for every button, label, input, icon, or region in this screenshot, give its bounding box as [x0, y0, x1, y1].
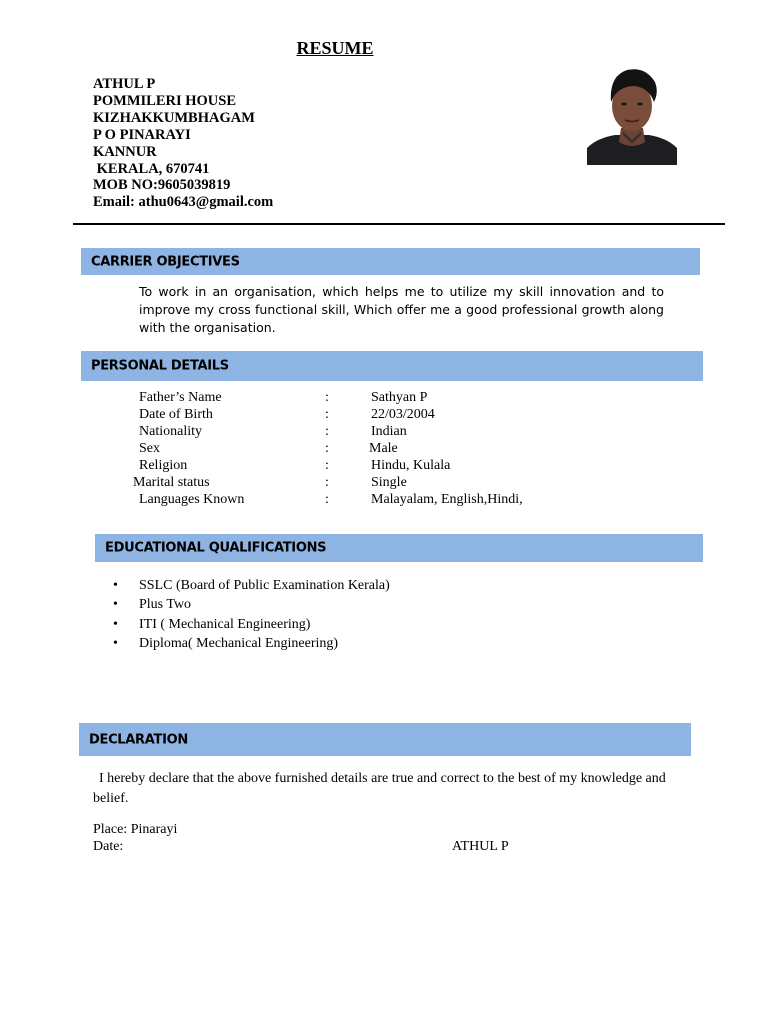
place-line: Place: Pinarayi	[93, 822, 178, 837]
address-line: KANNUR	[93, 144, 157, 160]
personal-colon: :	[325, 441, 329, 456]
objectives-heading: CARRIER OBJECTIVES	[91, 254, 240, 269]
personal-colon: :	[325, 407, 329, 422]
education-item-text: SSLC (Board of Public Examination Kerala)	[139, 578, 390, 593]
education-heading: EDUCATIONAL QUALIFICATIONS	[105, 540, 327, 556]
address-line: KERALA, 670741	[93, 161, 210, 177]
objectives-heading-band	[81, 248, 700, 275]
bullet-icon: •	[113, 597, 118, 612]
personal-label: Religion	[139, 458, 188, 473]
education-item-text: Diploma( Mechanical Engineering)	[139, 636, 339, 651]
address-line: P O PINARAYI	[93, 127, 191, 143]
declaration-heading-band	[79, 723, 691, 756]
bullet-icon: •	[113, 617, 118, 632]
education-item	[113, 595, 191, 614]
objectives-text: To work in an organisation, which helps me to utilize my skill innovation and to improve my cross functional skill, Which offer me a good professional growth along with the organisation.	[139, 284, 664, 335]
address-line: POMMILERI HOUSE	[93, 93, 236, 109]
personal-colon: :	[325, 458, 329, 473]
profile-photo	[587, 62, 677, 165]
personal-label: Date of Birth	[139, 407, 213, 422]
personal-value: Single	[371, 475, 407, 490]
personal-colon: :	[325, 492, 329, 507]
personal-value: Male	[369, 441, 398, 456]
education-item-text: ITI ( Mechanical Engineering)	[139, 617, 311, 632]
personal-value: Hindu, Kulala	[371, 458, 451, 473]
date-line: Date:	[93, 839, 124, 854]
declaration-heading: DECLARATION	[89, 732, 188, 747]
header-divider	[73, 223, 725, 225]
email-address: Email: athu0643@gmail.com	[93, 194, 274, 210]
education-heading-band	[95, 534, 703, 562]
personal-label: Marital status	[133, 475, 210, 490]
personal-label: Sex	[139, 441, 160, 456]
personal-value: Indian	[371, 424, 407, 439]
personal-heading: PERSONAL DETAILS	[91, 358, 229, 374]
personal-value: Malayalam, English,Hindi,	[371, 492, 523, 507]
personal-label: Languages Known	[139, 492, 245, 507]
education-item	[113, 615, 310, 634]
bullet-icon: •	[113, 578, 118, 593]
signature-name: ATHUL P	[452, 839, 509, 854]
education-item	[113, 576, 390, 595]
personal-colon: :	[325, 390, 329, 405]
declaration-text: I hereby declare that the above furnished details are true and correct to the best of my knowledge and belief.	[93, 771, 666, 806]
personal-value: Sathyan P	[371, 390, 428, 405]
personal-value: 22/03/2004	[371, 407, 435, 422]
candidate-name: ATHUL P	[93, 76, 156, 92]
personal-heading-band	[81, 351, 703, 381]
personal-colon: :	[325, 424, 329, 439]
personal-label: Father’s Name	[139, 390, 222, 405]
page-title: RESUME	[296, 38, 374, 58]
education-item-text: Plus Two	[139, 597, 192, 612]
bullet-icon: •	[113, 636, 118, 651]
education-item	[113, 634, 338, 653]
personal-label: Nationality	[139, 424, 202, 439]
personal-colon: :	[325, 475, 329, 490]
address-line: KIZHAKKUMBHAGAM	[93, 110, 255, 126]
mobile-number: MOB NO:9605039819	[93, 177, 231, 193]
